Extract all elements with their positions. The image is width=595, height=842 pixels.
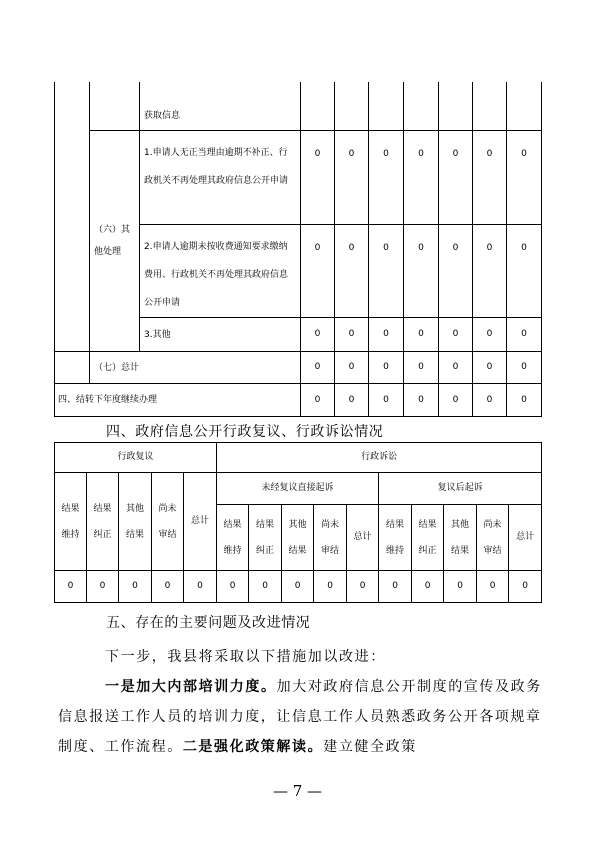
table-cell [140,82,301,131]
value-cell: 0 [282,571,314,603]
value-cell: 0 [379,571,412,603]
value-cell: 0 [412,571,444,603]
table-cell [55,82,90,352]
header-cell: 尚未 审结 [477,505,509,571]
value-cell: 0 [369,352,404,384]
value-cell: 0 [249,571,282,603]
table-row [55,352,542,384]
table-row [55,82,542,131]
value-cell: 0 [404,131,439,225]
value-cell: 0 [369,131,404,225]
value-cell: 0 [404,318,439,352]
header-cell: 结果 纠正 [249,505,282,571]
value-cell: 0 [439,225,473,318]
value-cell: 0 [507,384,542,417]
paragraph-text: 加大对政府信息公开制度的宣传及政务信息报送工作人员的培训力度，让信息工作人员熟悉政务公开各项规章制度、工作流程。 [58,679,542,755]
value-cell: 0 [335,225,369,318]
value-cell: 0 [335,131,369,225]
table-cell [301,82,335,131]
value-cell: 0 [439,384,473,417]
value-cell: 0 [473,318,507,352]
value-cell: 0 [369,318,404,352]
paragraph [58,672,545,762]
value-cell: 0 [301,384,335,417]
section-heading: 五、存在的主要问题及改进情况 [106,615,311,631]
value-cell: 0 [301,131,335,225]
header-cell: 其他 结果 [119,473,152,571]
table-cell [507,82,542,131]
table-cell [55,352,90,384]
value-cell: 0 [217,571,249,603]
value-cell: 0 [473,131,507,225]
value-cell: 0 [347,571,379,603]
row-label: 2.申请人逾期未按收费通知要求缴纳费用、行政机关不再处理其政府信息公开申请 [140,225,301,318]
table-cell [473,82,507,131]
header-cell: 结果 维持 [217,505,249,571]
value-cell: 0 [473,352,507,384]
header-cell: 总计 [347,505,379,571]
disposition-table [54,82,542,417]
value-cell: 0 [335,352,369,384]
value-cell: 0 [507,131,542,225]
value-cell: 0 [301,318,335,352]
header-cell: 尚未 审结 [152,473,184,571]
table-cell [439,82,473,131]
table-row [55,384,542,417]
paragraph: 下一步，我县将采取以下措施加以改进： [105,649,386,665]
value-cell: 0 [473,225,507,318]
header-cell: 结果 维持 [55,473,87,571]
header-cell: 结果 纠正 [87,473,119,571]
value-cell: 0 [55,571,87,603]
table-cell [335,82,369,131]
value-cell: 0 [119,571,152,603]
section-heading: 四、政府信息公开行政复议、行政诉讼情况 [106,424,384,440]
value-cell: 0 [369,225,404,318]
row-label: 1.申请人无正当理由逾期不补正、行政机关不再处理其政府信息公开申请 [140,131,301,225]
header-cell: 结果 纠正 [412,505,444,571]
value-cell: 0 [507,225,542,318]
value-cell: 0 [301,352,335,384]
header-cell: 行政复议 [55,443,217,473]
header-cell: 总计 [509,505,542,571]
value-cell: 0 [507,352,542,384]
row-label: 3.其他 [140,318,301,352]
value-cell: 0 [369,384,404,417]
paragraph-text: 建立健全政策 [323,739,417,755]
value-cell: 0 [439,318,473,352]
value-cell: 0 [404,384,439,417]
value-cell: 0 [87,571,119,603]
page-number: — 7 — [272,782,323,800]
table-cell [404,82,439,131]
value-cell: 0 [335,384,369,417]
table-row [55,443,542,473]
category-cell: （六）其他处理 [90,131,140,352]
bold-lead: 二是强化政策解读。 [182,739,324,755]
header-cell: 其他 结果 [282,505,314,571]
header-cell: 结果 维持 [379,505,412,571]
header-cell: 复议后起诉 [379,473,542,505]
value-cell: 0 [473,384,507,417]
value-cell: 0 [477,571,509,603]
row-label: 获取信息 [144,111,181,121]
table-cell [90,82,140,131]
header-cell: 尚未 审结 [314,505,347,571]
table-row [55,131,542,225]
header-cell: 总计 [184,473,217,571]
value-cell: 0 [301,225,335,318]
value-cell: 0 [439,131,473,225]
value-cell: 0 [314,571,347,603]
value-cell: 0 [184,571,217,603]
bold-lead: 一是加大内部培训力度。 [105,679,277,695]
value-cell: 0 [152,571,184,603]
value-cell: 0 [404,225,439,318]
table-cell [369,82,404,131]
header-cell: 未经复议直接起诉 [217,473,379,505]
row-label: 四、结转下年度继续办理 [55,384,301,417]
value-cell: 0 [404,352,439,384]
header-cell: 其他 结果 [444,505,477,571]
value-cell: 0 [507,318,542,352]
row-label: （七）总计 [90,352,301,384]
review-litigation-table [54,442,542,603]
value-cell: 0 [439,352,473,384]
value-cell: 0 [509,571,542,603]
table-row [55,473,542,505]
value-cell: 0 [444,571,477,603]
table-row [55,571,542,603]
header-cell: 行政诉讼 [217,443,542,473]
value-cell: 0 [335,318,369,352]
